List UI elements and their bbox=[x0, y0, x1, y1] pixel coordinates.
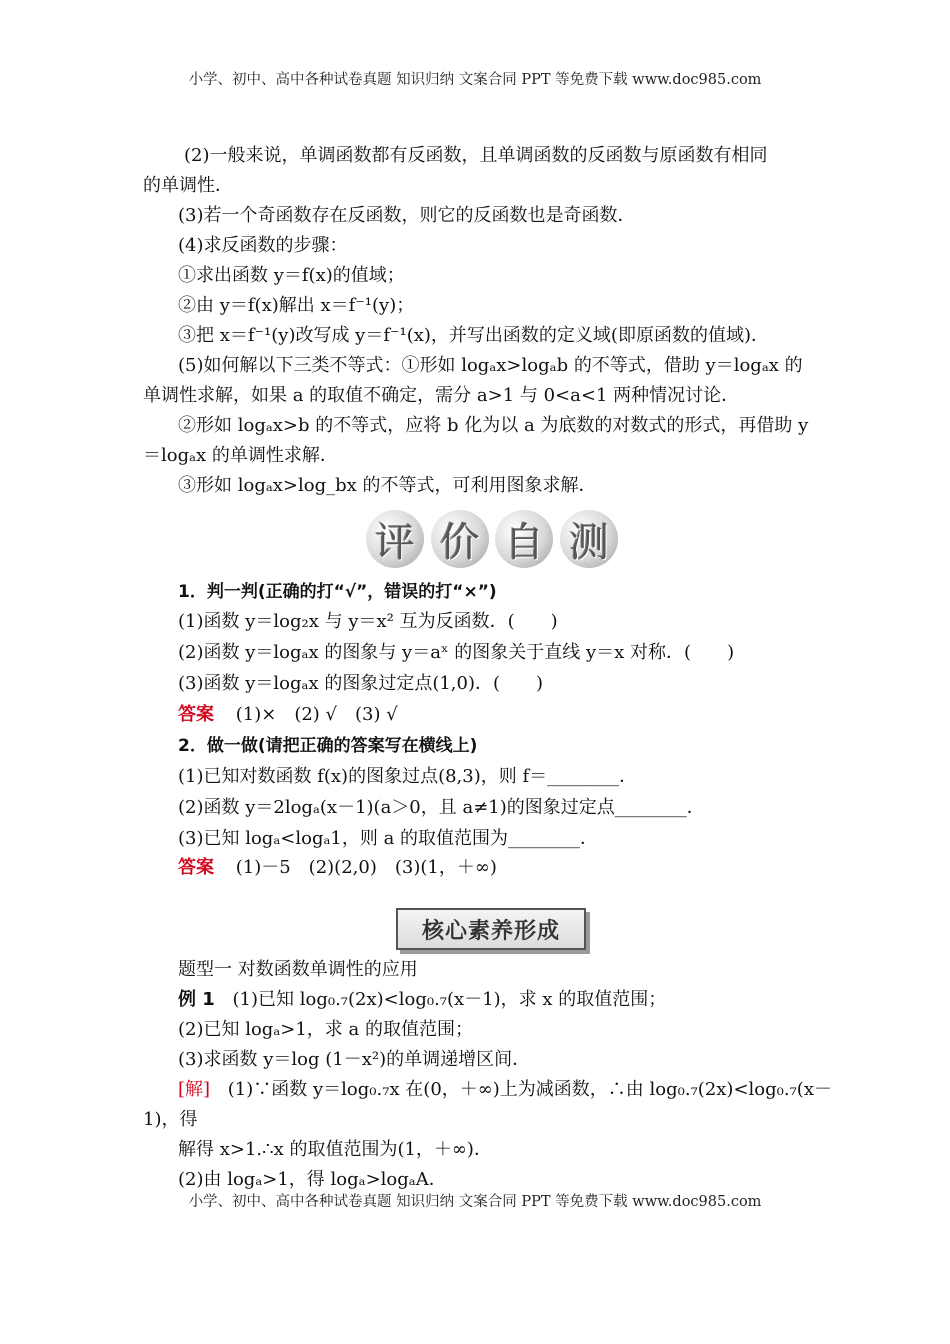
banner-char: 评 bbox=[366, 510, 424, 568]
answer-1-text: (1)× (2) √ (3) √ bbox=[235, 704, 398, 725]
example-label: 例 1 bbox=[178, 989, 215, 1010]
solution-2: 解得 x>1.∴x 的取值范围为(1，＋∞)． bbox=[178, 1139, 492, 1160]
banner-char: 测 bbox=[560, 510, 618, 568]
banner-char: 自 bbox=[495, 510, 553, 568]
type-1-heading: 题型一 对数函数单调性的应用 bbox=[178, 959, 418, 980]
page-header: 小学、初中、高中各种试卷真题 知识归纳 文案合同 PPT 等免费下载 www.doc985.com bbox=[188, 72, 762, 88]
step-3: ③把 x＝f⁻¹(y)改写成 y＝f⁻¹(x)，并写出函数的定义域(即原函数的值域)． bbox=[178, 325, 769, 346]
quiz-2-title: 2．做一做(请把正确的答案写在横线上) bbox=[178, 736, 478, 756]
solution-1-cont: 1)，得 bbox=[143, 1109, 198, 1130]
solution-1 bbox=[178, 1078, 832, 1102]
page-footer: 小学、初中、高中各种试卷真题 知识归纳 文案合同 PPT 等免费下载 www.doc985.com bbox=[188, 1194, 762, 1210]
note-4: (4)求反函数的步骤： bbox=[178, 235, 348, 256]
quiz-2-item-2: (2)函数 y＝2logₐ(x－1)(a＞0，且 a≠1)的图象过定点________． bbox=[178, 797, 705, 818]
quiz-2-item-1: (1)已知对数函数 f(x)的图象过点(8,3)，则 f＝________． bbox=[178, 766, 638, 787]
quiz-1-item-1: (1)函数 y＝log₂x 与 y＝x² 互为反函数．( ) bbox=[178, 611, 558, 632]
note-2b: 的单调性． bbox=[143, 175, 233, 196]
example-1-part-1 bbox=[178, 988, 666, 1012]
note-5e: ③形如 logₐx>log_bx 的不等式，可利用图象求解． bbox=[178, 475, 597, 496]
example-1-part-2: (2)已知 logₐ>1，求 a 的取值范围； bbox=[178, 1019, 473, 1040]
answer-1 bbox=[178, 703, 398, 727]
solution-3: (2)由 logₐ>1，得 logₐ>logₐA． bbox=[178, 1169, 447, 1190]
banner-char: 价 bbox=[431, 510, 489, 568]
section-title: 核心素养形成 bbox=[396, 908, 586, 950]
step-2: ②由 y＝f(x)解出 x＝f⁻¹(y)； bbox=[178, 295, 415, 316]
note-5c: ②形如 logₐx>b 的不等式，应将 b 化为以 a 为底数的对数式的形式，再借助 y bbox=[178, 415, 809, 436]
note-2a: (2)一般来说，单调函数都有反函数，且单调函数的反函数与原函数有相同 bbox=[184, 145, 768, 166]
example-1-text: (1)已知 log₀.₇(2x)<log₀.₇(x－1)，求 x 的取值范围； bbox=[232, 989, 667, 1010]
solution-label: [解] bbox=[178, 1079, 211, 1100]
quiz-2-item-3: (3)已知 logₐ<logₐ1，则 a 的取值范围为________． bbox=[178, 828, 599, 849]
quiz-1-item-2: (2)函数 y＝logₐx 的图象与 y＝aˣ 的图象关于直线 y＝x 对称．( ) bbox=[178, 642, 735, 663]
note-5b: 单调性求解，如果 a 的取值不确定，需分 a>1 与 0<a<1 两种情况讨论． bbox=[143, 385, 740, 406]
solution-1-text: (1)∵函数 y＝log₀.₇x 在(0，＋∞)上为减函数，∴由 log₀.₇(2x)<log₀.₇(x－ bbox=[227, 1079, 832, 1100]
note-3: (3)若一个奇函数存在反函数，则它的反函数也是奇函数． bbox=[178, 205, 636, 226]
answer-label: 答案 bbox=[178, 704, 214, 725]
quiz-1-item-3: (3)函数 y＝logₐx 的图象过定点(1,0)．( ) bbox=[178, 673, 544, 694]
self-assessment-banner bbox=[366, 503, 618, 575]
note-5d: ＝logₐx 的单调性求解． bbox=[143, 445, 338, 466]
quiz-1-title: 1．判一判(正确的打“√”，错误的打“×”) bbox=[178, 582, 497, 602]
step-1: ①求出函数 y＝f(x)的值域； bbox=[178, 265, 405, 286]
answer-2 bbox=[178, 856, 497, 880]
answer-label: 答案 bbox=[178, 857, 214, 878]
example-1-part-3: (3)求函数 y＝log (1－x²)的单调递增区间． bbox=[178, 1049, 531, 1070]
note-5a: (5)如何解以下三类不等式：①形如 logₐx>logₐb 的不等式，借助 y＝logₐx 的 bbox=[178, 355, 803, 376]
answer-2-text: (1)－5 (2)(2,0) (3)(1，＋∞) bbox=[235, 857, 497, 878]
